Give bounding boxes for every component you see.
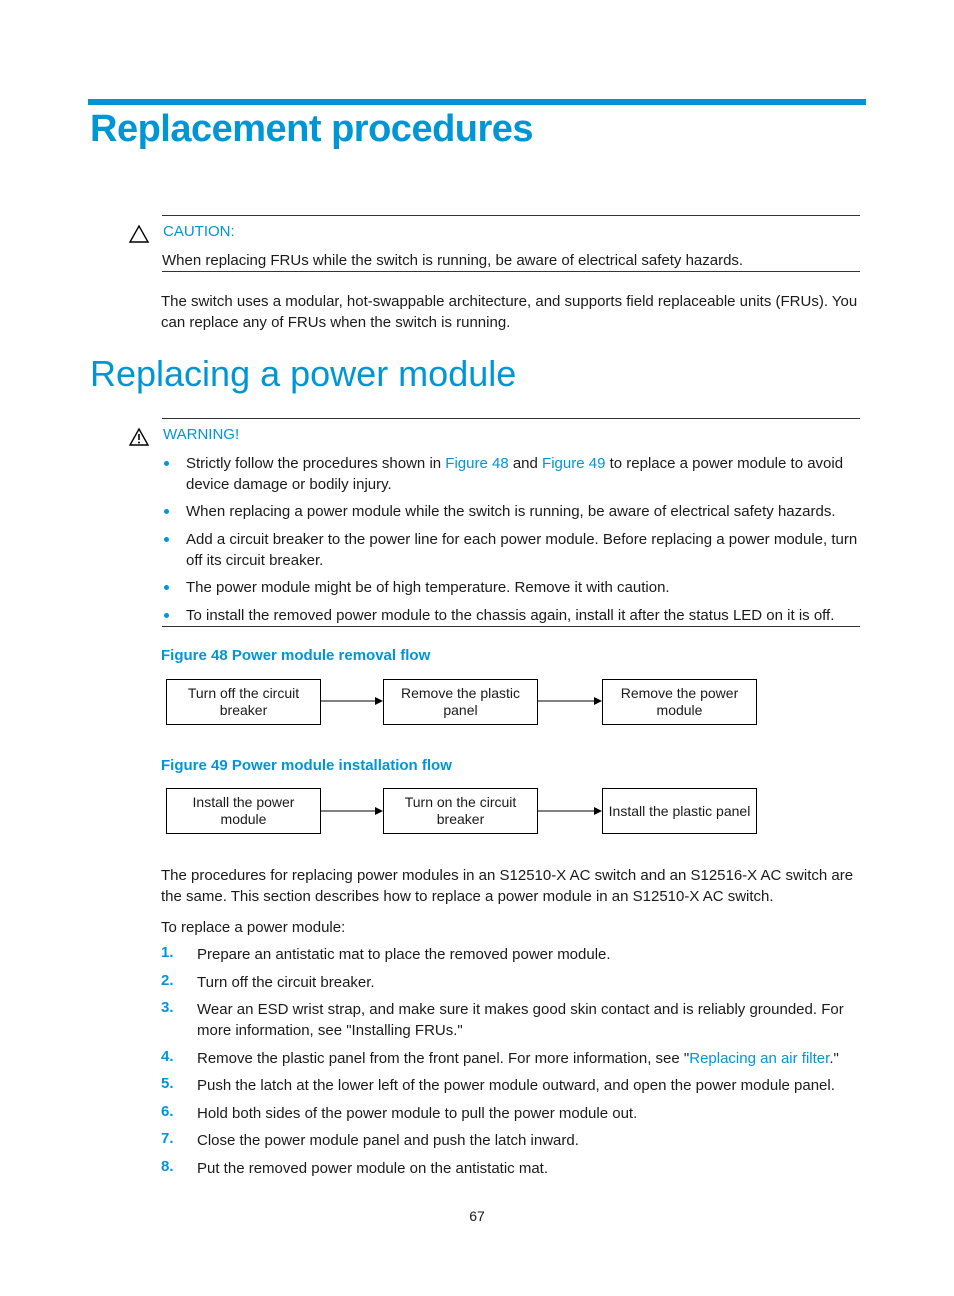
step-number: 3. (161, 999, 174, 1016)
flow-box-install-panel (602, 788, 757, 834)
caution-icon (129, 224, 149, 244)
step-3-text: Wear an ESD wrist strap, and make sure it makes good skin contact and is reliably grounded. For more information, see "Installing FRUs." (197, 1001, 844, 1039)
bullet-icon (164, 461, 169, 466)
box-line: Turn on the circuit (404, 794, 517, 810)
title-bar (88, 99, 866, 105)
warning-item-2: When replacing a power module while the switch is running, be aware of electrical safety hazards. (186, 503, 836, 520)
step-number: 1. (161, 944, 174, 961)
intro-paragraph: The switch uses a modular, hot-swappable architecture, and supports field replaceable units (FRUs). You can replace any of FRUs when the switch is running. (161, 293, 858, 331)
box-line: breaker (219, 702, 268, 718)
bullet-icon (164, 613, 169, 618)
warning-item-1-text: Strictly follow the procedures shown in (186, 455, 446, 472)
warning-top-rule (162, 418, 860, 419)
warning-label: WARNING! (163, 426, 240, 443)
warning-item-1-post: to replace a power module to avoid device damage or bodily injury. (186, 455, 844, 493)
figure-49-link[interactable]: Figure 49 (542, 455, 606, 472)
warning-item-3: Add a circuit breaker to the power line for each power module. Before replacing a power module, turn off its circuit breaker. (186, 531, 858, 569)
step-4-text (197, 1048, 867, 1069)
caution-text: When replacing FRUs while the switch is running, be aware of electrical safety hazards. (162, 252, 744, 269)
flow-box-turn-on-breaker (383, 788, 538, 834)
flow-arrow-icon (321, 805, 383, 817)
replacing-air-filter-link[interactable]: Replacing an air filter (689, 1050, 830, 1067)
steps-intro: To replace a power module: (161, 919, 346, 936)
caution-label: CAUTION: (163, 223, 235, 240)
bullet-icon (164, 585, 169, 590)
bullet-icon (164, 537, 169, 542)
step-number: 6. (161, 1103, 174, 1120)
box-line: Remove the plastic (400, 685, 521, 701)
caution-bottom-rule (162, 271, 860, 272)
body-paragraph: The procedures for replacing power modules in an S12510-X AC switch and an S12516-X AC switch are the same. This section describes how to replace a power module in an S12510-X AC switch. (161, 867, 854, 905)
page-number: 67 (469, 1208, 485, 1224)
flow-arrow-icon (538, 695, 602, 707)
flow-box-install-module (166, 788, 321, 834)
step-number: 5. (161, 1075, 174, 1092)
box-line: breaker (436, 811, 485, 827)
box-line: Remove the power (620, 685, 739, 701)
step-1-text: Prepare an antistatic mat to place the removed power module. (197, 946, 611, 963)
warning-item-4: The power module might be of high temperature. Remove it with caution. (186, 579, 670, 596)
warning-bottom-rule (162, 626, 860, 627)
flow-arrow-icon (321, 695, 383, 707)
step-number: 4. (161, 1048, 174, 1065)
bullet-icon (164, 509, 169, 514)
section-title: Replacing a power module (90, 353, 517, 394)
step-5-text: Push the latch at the lower left of the power module outward, and open the power module panel. (197, 1077, 835, 1094)
flow-box-remove-module (602, 679, 757, 725)
box-line: Turn off the circuit (187, 685, 300, 701)
flow-box-remove-panel (383, 679, 538, 725)
figure-48-link[interactable]: Figure 48 (445, 455, 509, 472)
warning-icon (129, 427, 149, 447)
step-7-text: Close the power module panel and push the latch inward. (197, 1132, 579, 1149)
warning-item-1-mid: and (508, 455, 543, 472)
warning-item-1 (186, 453, 862, 495)
box-line: module (220, 811, 267, 827)
step-8-text: Put the removed power module on the antistatic mat. (197, 1160, 549, 1177)
step-4-post: ." (829, 1050, 839, 1067)
step-number: 7. (161, 1130, 174, 1147)
warning-item-5: To install the removed power module to the chassis again, install it after the status LED on it is off. (186, 607, 835, 624)
step-2-text: Turn off the circuit breaker. (197, 974, 375, 991)
box-line: panel (443, 702, 478, 718)
box-line: Install the power (192, 794, 295, 810)
figure-48-caption: Figure 48 Power module removal flow (161, 647, 431, 664)
step-number: 8. (161, 1158, 174, 1175)
figure-49-caption: Figure 49 Power module installation flow (161, 757, 452, 774)
box-line: Install the plastic panel (608, 802, 751, 819)
step-4-pre: Remove the plastic panel from the front panel. For more information, see " (197, 1050, 690, 1067)
box-line: module (656, 702, 703, 718)
page-title: Replacement procedures (90, 108, 534, 150)
step-6-text: Hold both sides of the power module to pull the power module out. (197, 1105, 638, 1122)
flow-arrow-icon (538, 805, 602, 817)
flow-box-turn-off-breaker (166, 679, 321, 725)
caution-top-rule (162, 215, 860, 216)
step-number: 2. (161, 972, 174, 989)
